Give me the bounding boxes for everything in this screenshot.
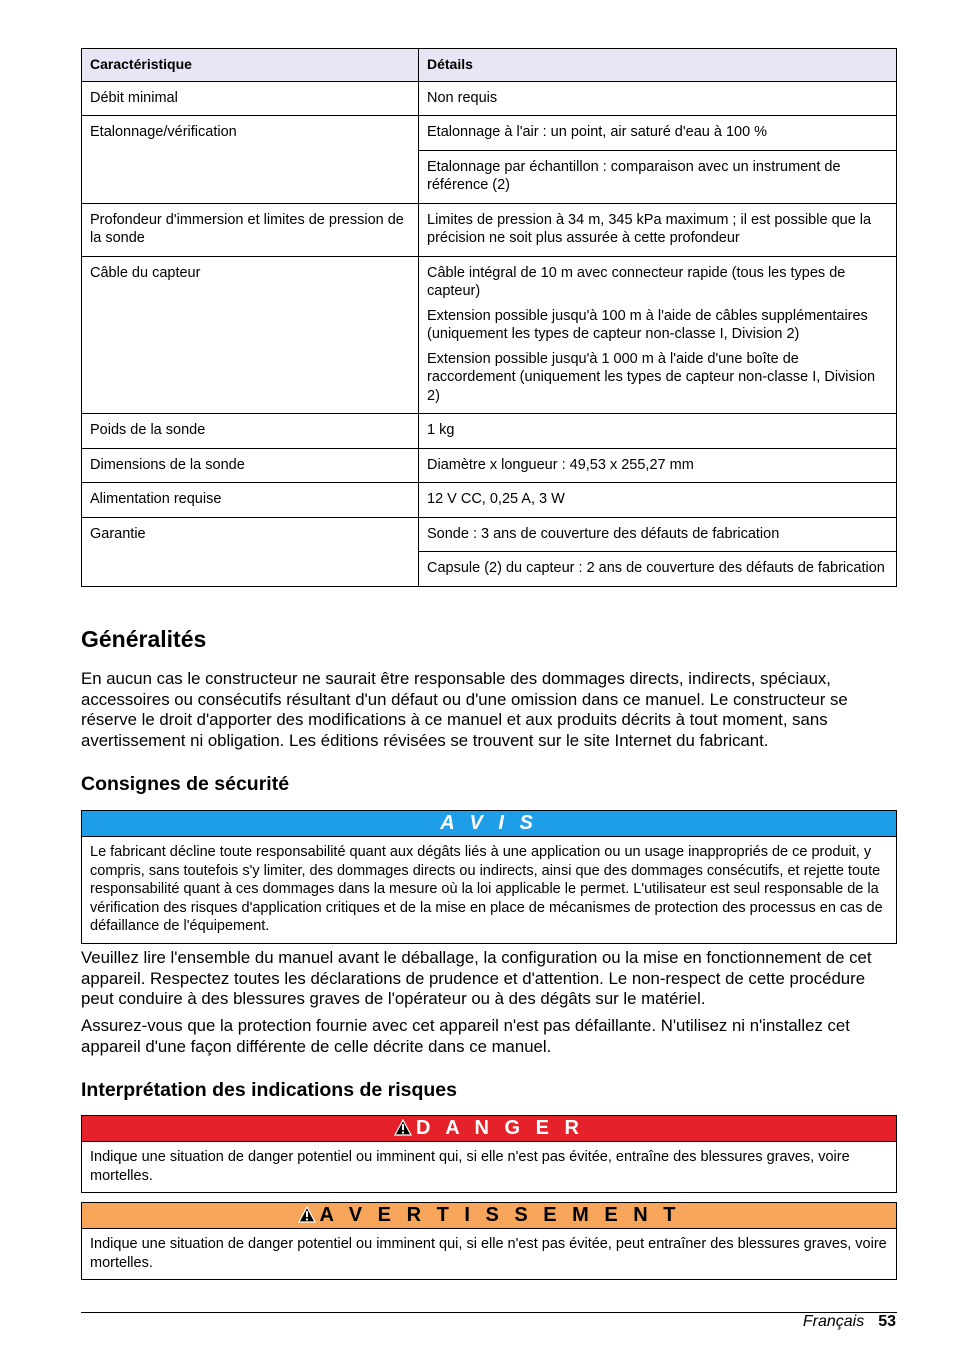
avertissement-header <box>82 1203 896 1229</box>
table-row <box>82 414 897 449</box>
row-detail-multi <box>419 256 897 414</box>
row-detail: Sonde : 3 ans de couverture des défauts de fabrication <box>419 517 897 552</box>
specifications-table <box>81 48 897 587</box>
danger-text: Indique une situation de danger potentiel ou imminent qui, si elle n'est pas évitée, entraîne des blessures graves, voire mortelles. <box>90 1149 850 1184</box>
column-header-characteristic: Caractéristique <box>82 49 419 82</box>
avertissement-label: A V E R T I S S E M E N T <box>319 1204 681 1226</box>
row-label: Profondeur d'immersion et limites de pression de la sonde <box>82 203 419 256</box>
generalites-paragraph: En aucun cas le constructeur ne saurait être responsable des dommages directs, indirects, spéciaux, accessoires ou consécutifs résultant d'un défaut ou d'une omission dans ce manuel. Le constructeur se réserve le droit d'apporter des modifications à ce manuel et aux produits décrits à tout moment, sans avertissement ni obligation. Les éditions révisées se trouvent sur le site Internet du fabricant. <box>81 669 848 750</box>
danger-notice <box>81 1115 897 1193</box>
avis-text: Le fabricant décline toute responsabilité quant aux dégâts liés à une application ou un usage inappropriés de ce produit, y compris, sans toutefois s'y limiter, des dommages directs ou indirects, ainsi que des dommages consécutifs, et rejette toute responsabilité quant à ces dommages dans la mesure où la loi applicable le permet. L'utilisateur est seul responsable de la vérification des risques d'application critiques et de la mise en place de mécanismes de protection des processus en cas de défaillance de l'équipement. <box>90 844 883 934</box>
avertissement-notice <box>81 1202 897 1280</box>
row-detail: Limites de pression à 34 m, 345 kPa maximum ; il est possible que la précision ne soit plus assurée à cette profondeur <box>419 203 897 256</box>
warning-triangle-icon <box>394 1119 412 1136</box>
row-label: Dimensions de la sonde <box>82 448 419 483</box>
page-number: 53 <box>878 1313 896 1330</box>
section-title-generalites: Généralités <box>81 626 207 652</box>
danger-label: D A N G E R <box>416 1117 584 1139</box>
table-row <box>82 116 897 151</box>
table-row <box>82 203 897 256</box>
section-title-securite: Consignes de sécurité <box>81 773 290 795</box>
avis-notice <box>81 810 897 944</box>
table-row <box>82 517 897 552</box>
row-label: Câble du capteur <box>82 256 419 414</box>
footer-language: Français <box>802 1313 865 1330</box>
footer-divider <box>81 1312 897 1313</box>
avis-header: A V I S <box>82 811 896 837</box>
table-row <box>82 256 897 414</box>
row-detail: Non requis <box>419 81 897 116</box>
table-row <box>82 448 897 483</box>
row-label: Etalonnage/vérification <box>82 116 419 204</box>
safety-paragraph-2: Assurez-vous que la protection fournie avec cet appareil n'est pas défaillante. N'utilisez ni n'installez cet appareil d'une façon différente de celle décrite dans ce manuel. <box>81 1016 850 1056</box>
row-detail: Extension possible jusqu'à 100 m à l'aide de câbles supplémentaires (uniquement les types de capteur non-classe I, Division 2) <box>427 307 868 342</box>
table-header-row <box>82 49 897 82</box>
section-title-risques: Interprétation des indications de risques <box>81 1079 457 1101</box>
column-header-details: Détails <box>419 49 897 82</box>
warning-triangle-icon <box>298 1206 316 1223</box>
table-row <box>82 483 897 518</box>
row-label: Alimentation requise <box>82 483 419 518</box>
row-detail: Capsule (2) du capteur : 2 ans de couverture des défauts de fabrication <box>419 552 897 587</box>
row-detail: 12 V CC, 0,25 A, 3 W <box>419 483 897 518</box>
row-label: Garantie <box>82 517 419 586</box>
avertissement-text: Indique une situation de danger potentiel ou imminent qui, si elle n'est pas évitée, peut entraîner des blessures graves, voire mortelles. <box>90 1236 887 1271</box>
row-detail: Câble intégral de 10 m avec connecteur rapide (tous les types de capteur) <box>427 264 846 299</box>
safety-paragraph-1: Veuillez lire l'ensemble du manuel avant le déballage, la configuration ou la mise en fonctionnement de cet appareil. Respectez toutes les déclarations de prudence et d'attention. Le non-respect de cette procédure peut conduire à des blessures graves de l'opérateur ou à des dégâts sur le matériel. <box>81 948 872 1008</box>
table-row <box>82 81 897 116</box>
row-label: Débit minimal <box>82 81 419 116</box>
danger-header <box>82 1116 896 1142</box>
row-detail: 1 kg <box>419 414 897 449</box>
row-detail: Diamètre x longueur : 49,53 x 255,27 mm <box>419 448 897 483</box>
page-footer <box>803 1312 896 1332</box>
row-detail: Etalonnage par échantillon : comparaison avec un instrument de référence (2) <box>419 150 897 203</box>
row-detail: Extension possible jusqu'à 1 000 m à l'aide d'une boîte de raccordement (uniquement les types de capteur non-classe I, Division 2) <box>427 350 876 404</box>
row-label: Poids de la sonde <box>82 414 419 449</box>
row-detail: Etalonnage à l'air : un point, air saturé d'eau à 100 % <box>419 116 897 151</box>
